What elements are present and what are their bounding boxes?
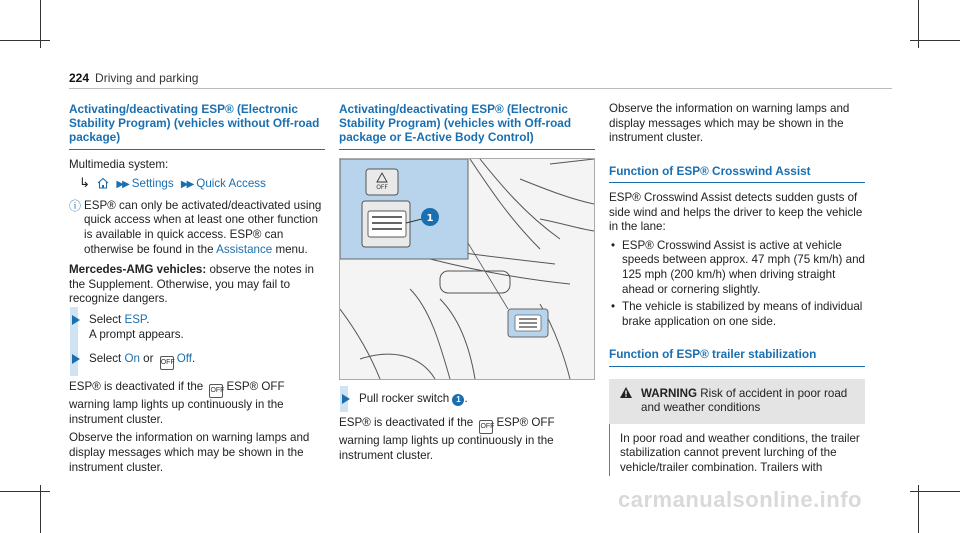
page-header (69, 71, 198, 86)
off-link[interactable]: Off (176, 352, 192, 366)
amg-label: Mercedes-AMG vehicles: (69, 263, 207, 277)
step-punct: . (464, 391, 468, 405)
esp-off-icon: OFF (479, 420, 493, 434)
step-arrow-icon (342, 394, 350, 404)
warning-box (609, 379, 865, 476)
section-title-esp-with-offroad: Activating/deactivating ESP® (Electronic Stability Program) (vehicles with Off-road package or E-Active Body Control) (339, 102, 595, 150)
list-item: • The vehicle is stabilized by means of individual brake application on one side. (609, 300, 865, 329)
crop-mark (910, 491, 960, 492)
rocker-switch-figure (339, 158, 595, 380)
deactivated-text-end: ESP® OFF warning lamp lights up continuously in the instrument cluster. (69, 380, 285, 426)
step-text: Select (89, 352, 122, 366)
note-text-end: menu. (275, 242, 308, 256)
deactivated-text: ESP® is deactivated if the (69, 380, 204, 394)
esp-link[interactable]: ESP (124, 312, 147, 326)
crop-mark (918, 485, 919, 533)
header-rule (69, 88, 892, 89)
step-select-on-off (69, 352, 325, 370)
step-pull-rocker (339, 392, 595, 407)
warning-label: WARNING (641, 386, 698, 400)
section-title-esp-without-offroad: Activating/deactivating ESP® (Electronic Stability Program) (vehicles without Off-road package) (69, 102, 325, 150)
deactivated-paragraph (69, 380, 325, 427)
crop-mark (40, 485, 41, 533)
callout-number: 1 (456, 394, 461, 404)
chevron-right-icon: ▶▶ (180, 179, 193, 191)
menu-path (69, 176, 325, 193)
amg-text: observe the notes in the Supplement. Otherwise, you may fail to recognize dangers. (69, 263, 314, 306)
amg-paragraph (69, 263, 325, 307)
column-right (609, 102, 865, 476)
deactivated-text-end: ESP® OFF warning lamp lights up continuously in the instrument cluster. (339, 416, 555, 462)
info-icon: ⓘ (69, 198, 82, 213)
center-console-illustration (340, 159, 594, 379)
warning-triangle-icon (619, 386, 633, 399)
step-arrow-icon (72, 354, 80, 364)
path-hook-icon: ↳ (79, 175, 90, 191)
svg-text:OFF: OFF (376, 183, 388, 191)
section-title-crosswind: Function of ESP® Crosswind Assist (609, 164, 865, 183)
section-title-trailer: Function of ESP® trailer stabilization (609, 347, 865, 366)
on-link[interactable]: On (124, 352, 140, 366)
observe-paragraph: Observe the information on warning lamps and display messages which may be shown in the instrument cluster. (609, 102, 850, 145)
step-select-esp (69, 313, 325, 342)
watermark: carmanualsonline.info (618, 487, 862, 512)
path-quick-access-link[interactable]: Quick Access (196, 177, 266, 191)
crop-mark (0, 40, 50, 41)
column-middle (339, 102, 595, 467)
callout-badge (452, 394, 464, 406)
warning-title: Risk of accident in poor road and weather conditions (641, 386, 848, 415)
step-or: or (143, 352, 154, 366)
section-name: Driving and parking (95, 71, 199, 85)
warning-header (609, 379, 865, 424)
multimedia-label: Multimedia system: (69, 157, 169, 171)
path-settings-link[interactable]: Settings (131, 177, 174, 191)
step-text: Pull rocker switch (359, 391, 450, 405)
esp-off-icon: OFF (160, 356, 174, 370)
crop-mark (910, 40, 960, 41)
crop-mark (0, 491, 50, 492)
esp-off-icon: OFF (209, 384, 223, 398)
step-text: Select (89, 312, 122, 326)
chevron-right-icon: ▶▶ (116, 179, 128, 191)
callout-1-text: 1 (426, 212, 434, 224)
column-left (69, 102, 325, 479)
deactivated-paragraph (339, 416, 595, 463)
step-arrow-icon (72, 315, 80, 325)
deactivated-text: ESP® is deactivated if the (339, 416, 474, 430)
step-punct: . (146, 312, 150, 326)
note-text: ESP® can only be activated/deactivated using quick access when at least one other function is available in quick access. ESP® can otherwise be found in the (84, 198, 322, 256)
step-result: A prompt appears. (89, 327, 184, 341)
warning-body: In poor road and weather conditions, the trailer stabilization cannot prevent lurching of the vehicle/trailer combination. Trailers with (609, 424, 865, 476)
home-icon (97, 177, 109, 189)
crosswind-text: ESP® Crosswind Assist detects sudden gusts of side wind and helps the driver to keep the vehicle in the lane: (609, 190, 863, 234)
observe-paragraph: Observe the information on warning lamps and display messages which may be shown in the instrument cluster. (69, 431, 310, 474)
info-note (69, 199, 325, 257)
step-punct: . (191, 352, 196, 366)
page-number: 224 (69, 71, 90, 85)
list-item: • ESP® Crosswind Assist is active at vehicle speeds between approx. 47 mph (75 km/h) and 125 mph (200 km/h) when driving straight ahead or cornering slightly. (609, 239, 865, 297)
assistance-link[interactable]: Assistance (216, 242, 273, 256)
